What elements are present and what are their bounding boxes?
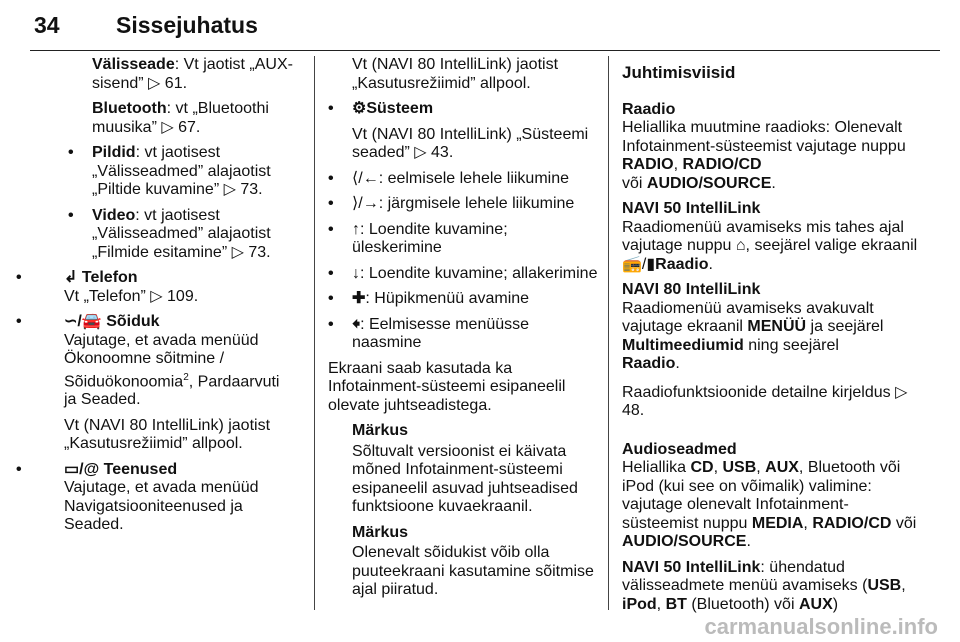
back-desc: : Eelmisesse menüüsse naasmine [352,315,530,351]
column-3 [622,56,922,621]
audio-source-button-label: AUDIO/SOURCE [646,174,772,192]
kasutusreziimid-ref: Vt (NAVI 80 IntelliLink) jaotist „Kasutusrežiimid” allpool. [352,56,559,92]
media-label: MEDIA [751,514,804,532]
navi80-desc: Raadiomenüü avamiseks avakuvalt vajutage ekraanil [622,299,874,335]
bullet: • [328,290,334,307]
bullet: • [328,169,334,187]
navi80-desc-3: ning seejärel [743,336,839,354]
audio-desc-3: või [891,514,917,532]
bullet: • [328,220,334,238]
prev-page-icon: ⟨/← [352,169,379,187]
radio-cd-label: RADIO/CD [812,514,892,532]
usb-label: USB [722,459,757,476]
detail-text [622,384,922,421]
column-2 [328,56,600,607]
menu-label: MENÜÜ [747,318,807,335]
column-divider [314,56,315,610]
telefon-desc: Vt „Telefon” [64,287,151,305]
section-heading: Juhtimisviisid [622,63,736,82]
page-ref: 109. [167,287,199,305]
soiduk-item [16,313,284,454]
plus-icon: ✚ [352,290,366,307]
closing-paren: ) [832,595,839,613]
page-ref: 73. [240,181,263,198]
arrow-down-icon: ↓ [352,264,360,282]
teenused-term: Teenused [103,460,178,478]
video-term: Video [92,206,136,224]
column-divider [608,56,609,610]
page-title: Sissejuhatus [116,12,258,38]
soiduk-desc-2: , Pardaarvuti ja Seaded. [64,372,280,409]
page-ref-icon: ▷ [161,118,174,136]
note-title: Märkus [352,523,409,541]
note-title: Märkus [352,422,409,439]
bullet: • [68,144,74,161]
services-icon: ▭/@ [64,460,100,478]
page-ref: 73. [248,243,271,261]
note-text: Olenevalt sõidukist võib olla puuteekraani kasutamine sõitmise ajal piiratud. [352,544,594,598]
soiduk-term: Sõiduk [106,313,160,330]
audio-text: Heliallika CD, USB, AUX, Bluetooth või iPod (kui see on võimalik) valimine: vajutage olenevalt Infotainment-süsteemist nuppu MEDIA, RADIO/CD või AUDIO/SOURCE. [622,459,917,550]
next-item [328,195,600,214]
aux-label: AUX [798,595,833,613]
raadio-label: Raadio [622,355,676,372]
navi50-heading: NAVI 50 IntelliLink [622,200,761,217]
page-header [30,10,940,51]
popup-item [328,290,600,309]
teenused-desc: Vajutage, et avada menüüd Navigatsiooniteenused ja Seaded. [64,479,259,534]
page-number: 34 [34,12,60,38]
navi80-heading: NAVI 80 IntelliLink [622,281,761,298]
radio-button-label: RADIO [622,156,674,173]
pildid-desc: : vt jaotisest „Välisseadmed” alajaotist „Piltide kuvamine” [92,144,271,198]
navi80-text: Raadiomenüü avamiseks avakuvalt vajutage ekraanil MENÜÜ ja seejärel Multimeediumid ning seejärel Raadio. [622,299,884,372]
teenused-item [16,461,284,535]
arrow-up-icon: ↑ [352,220,360,238]
navi50-audio-desc: : ühendatud välisseadmete menüü avamiseks ( [622,558,868,594]
audio-desc-2: , Bluetooth või iPod (kui see on võimalik) valimine: vajutage olenevalt Infotainment-süsteemist nuppu [622,459,901,532]
bullet: • [328,264,334,282]
page-ref-icon: ▷ [223,181,236,198]
pildid-term: Pildid [92,144,136,161]
bullet: • [328,315,334,333]
radio-icon: 📻/▮ [622,255,656,273]
phone-icon: ↲ [64,269,78,286]
bluetooth-term: Bluetooth [92,100,167,117]
bluetooth-item [40,100,308,137]
navi50-text: Raadiomenüü avamiseks mis tahes ajal vajutage nuppu ⌂, seejärel valige ekraanil 📻/▮Raadio. [622,218,918,273]
page-ref-icon: ▷ [895,383,908,401]
valisseade-desc: : Vt jaotist „AUX-sisend” [92,56,293,92]
up-desc: : Loendite kuvamine; üleskerimine [352,220,508,256]
raadio-text: Heliallika muutmine raadioks: Olenevalt Infotainment-süsteemist vajutage nuppu RADIO, RADIO/CD või AUDIO/SOURCE. [622,119,906,192]
next-desc: : järgmisele lehele liikumine [378,195,575,212]
raadio-desc: Heliallika muutmine raadioks: Olenevalt Infotainment-süsteemist vajutage nuppu [622,119,906,155]
audio-heading: Audioseadmed [622,440,737,458]
systeem-desc: Vt (NAVI 80 IntelliLink) „Süsteemi seaded” [352,125,589,161]
back-item [328,316,600,353]
note-1 [328,422,600,517]
next-page-icon: ⟩/→ [352,195,379,212]
multimedia-label: Multimeediumid [622,336,744,354]
popup-desc: : Hüpikmenüü avamine [365,290,530,307]
page-ref-icon: ▷ [231,243,244,261]
telefon-term: Telefon [81,269,138,286]
bullet: • [68,206,74,224]
aux-label: AUX [765,459,799,476]
pildid-item [40,144,308,200]
column-1 [16,56,308,542]
video-desc: : vt jaotisest „Välisseadmed” alajaotist „Filmide esitamine” [92,206,271,261]
bullet: • [16,313,22,330]
page-ref-icon: ▷ [414,144,427,161]
telefon-item [16,269,284,306]
ipod-label: iPod [622,595,657,613]
page-ref-icon: ▷ [150,287,163,305]
page-ref: 48. [622,402,645,419]
watermark: carmanualsonline.info [704,614,938,639]
prev-desc: : eelmisele lehele liikumine [378,169,569,187]
audio-source-label: AUDIO/SOURCE [622,533,747,550]
up-item [328,221,600,258]
navi50-desc: Raadiomenüü avamiseks mis tahes ajal vajutage nuppu [622,218,904,254]
raadio-label: Raadio [655,255,709,273]
page-ref: 43. [431,144,454,161]
bluetooth-desc: : vt „Bluetoothi muusika” [92,100,269,136]
page-ref-icon: ▷ [148,74,161,92]
radio-cd-button-label: RADIO/CD [682,156,762,173]
home-icon: ⌂ [735,237,746,254]
systeem-item [328,100,600,163]
soiduk-desc: Vajutage, et avada menüüd Ökonoomne sõitmine / Sõiduökonoomia [64,331,259,390]
footnote-mark: 2 [183,371,189,383]
detail-desc: Raadiofunktsioonide detailne kirjeldus [622,383,896,401]
cd-label: CD [690,459,714,476]
navi50-term: NAVI 50 IntelliLink [622,558,761,576]
back-arrow-icon: 🠸 [352,315,361,333]
navi50-audio-desc-2: (Bluetooth) või [686,595,799,613]
bullet: • [16,460,22,478]
bt-label: BT [665,595,687,613]
bullet: • [16,269,22,286]
soiduk-note: Vt (NAVI 80 IntelliLink) jaotist „Kasutusrežiimid” allpool. [64,416,271,453]
intro-text: Ekraani saab kasutada ka Infotainment-süsteemi esipaneelil olevate juhtseadistega. [328,359,566,414]
navi50-audio-text: NAVI 50 IntelliLink: ühendatud välisseadmete menüü avamiseks (USB, iPod, BT (Bluetooth) või AUX) [622,558,906,613]
bullet: • [328,195,334,212]
navi80-desc-2: ja seejärel [806,318,884,335]
valisseade-item [40,56,308,93]
systeem-term: Süsteem [366,100,434,117]
eco-car-icon: ∽/🚘 [64,313,102,330]
note-text: Sõltuvalt versioonist ei käivata mõned Infotainment-süsteemi esipaneelil asuvad juhtseadised funktsioone kuvaekraanil. [352,442,578,515]
page-ref: 61. [164,74,188,92]
valisseade-term: Välisseade [92,56,175,73]
audio-desc: Heliallika [622,459,691,476]
bullet: • [328,100,334,117]
down-desc: : Loendite kuvamine; allakerimine [360,264,598,282]
raadio-desc-2: või [622,174,647,192]
raadio-heading: Raadio [622,100,676,118]
gear-icon: ⚙ [352,100,367,117]
note-2 [328,524,600,600]
down-item [328,265,600,284]
page-ref: 67. [178,118,201,136]
navi50-desc-2: , seejärel valige ekraanil [745,237,918,254]
video-item [40,207,308,263]
usb-label: USB [867,577,902,594]
prev-item [328,170,600,189]
